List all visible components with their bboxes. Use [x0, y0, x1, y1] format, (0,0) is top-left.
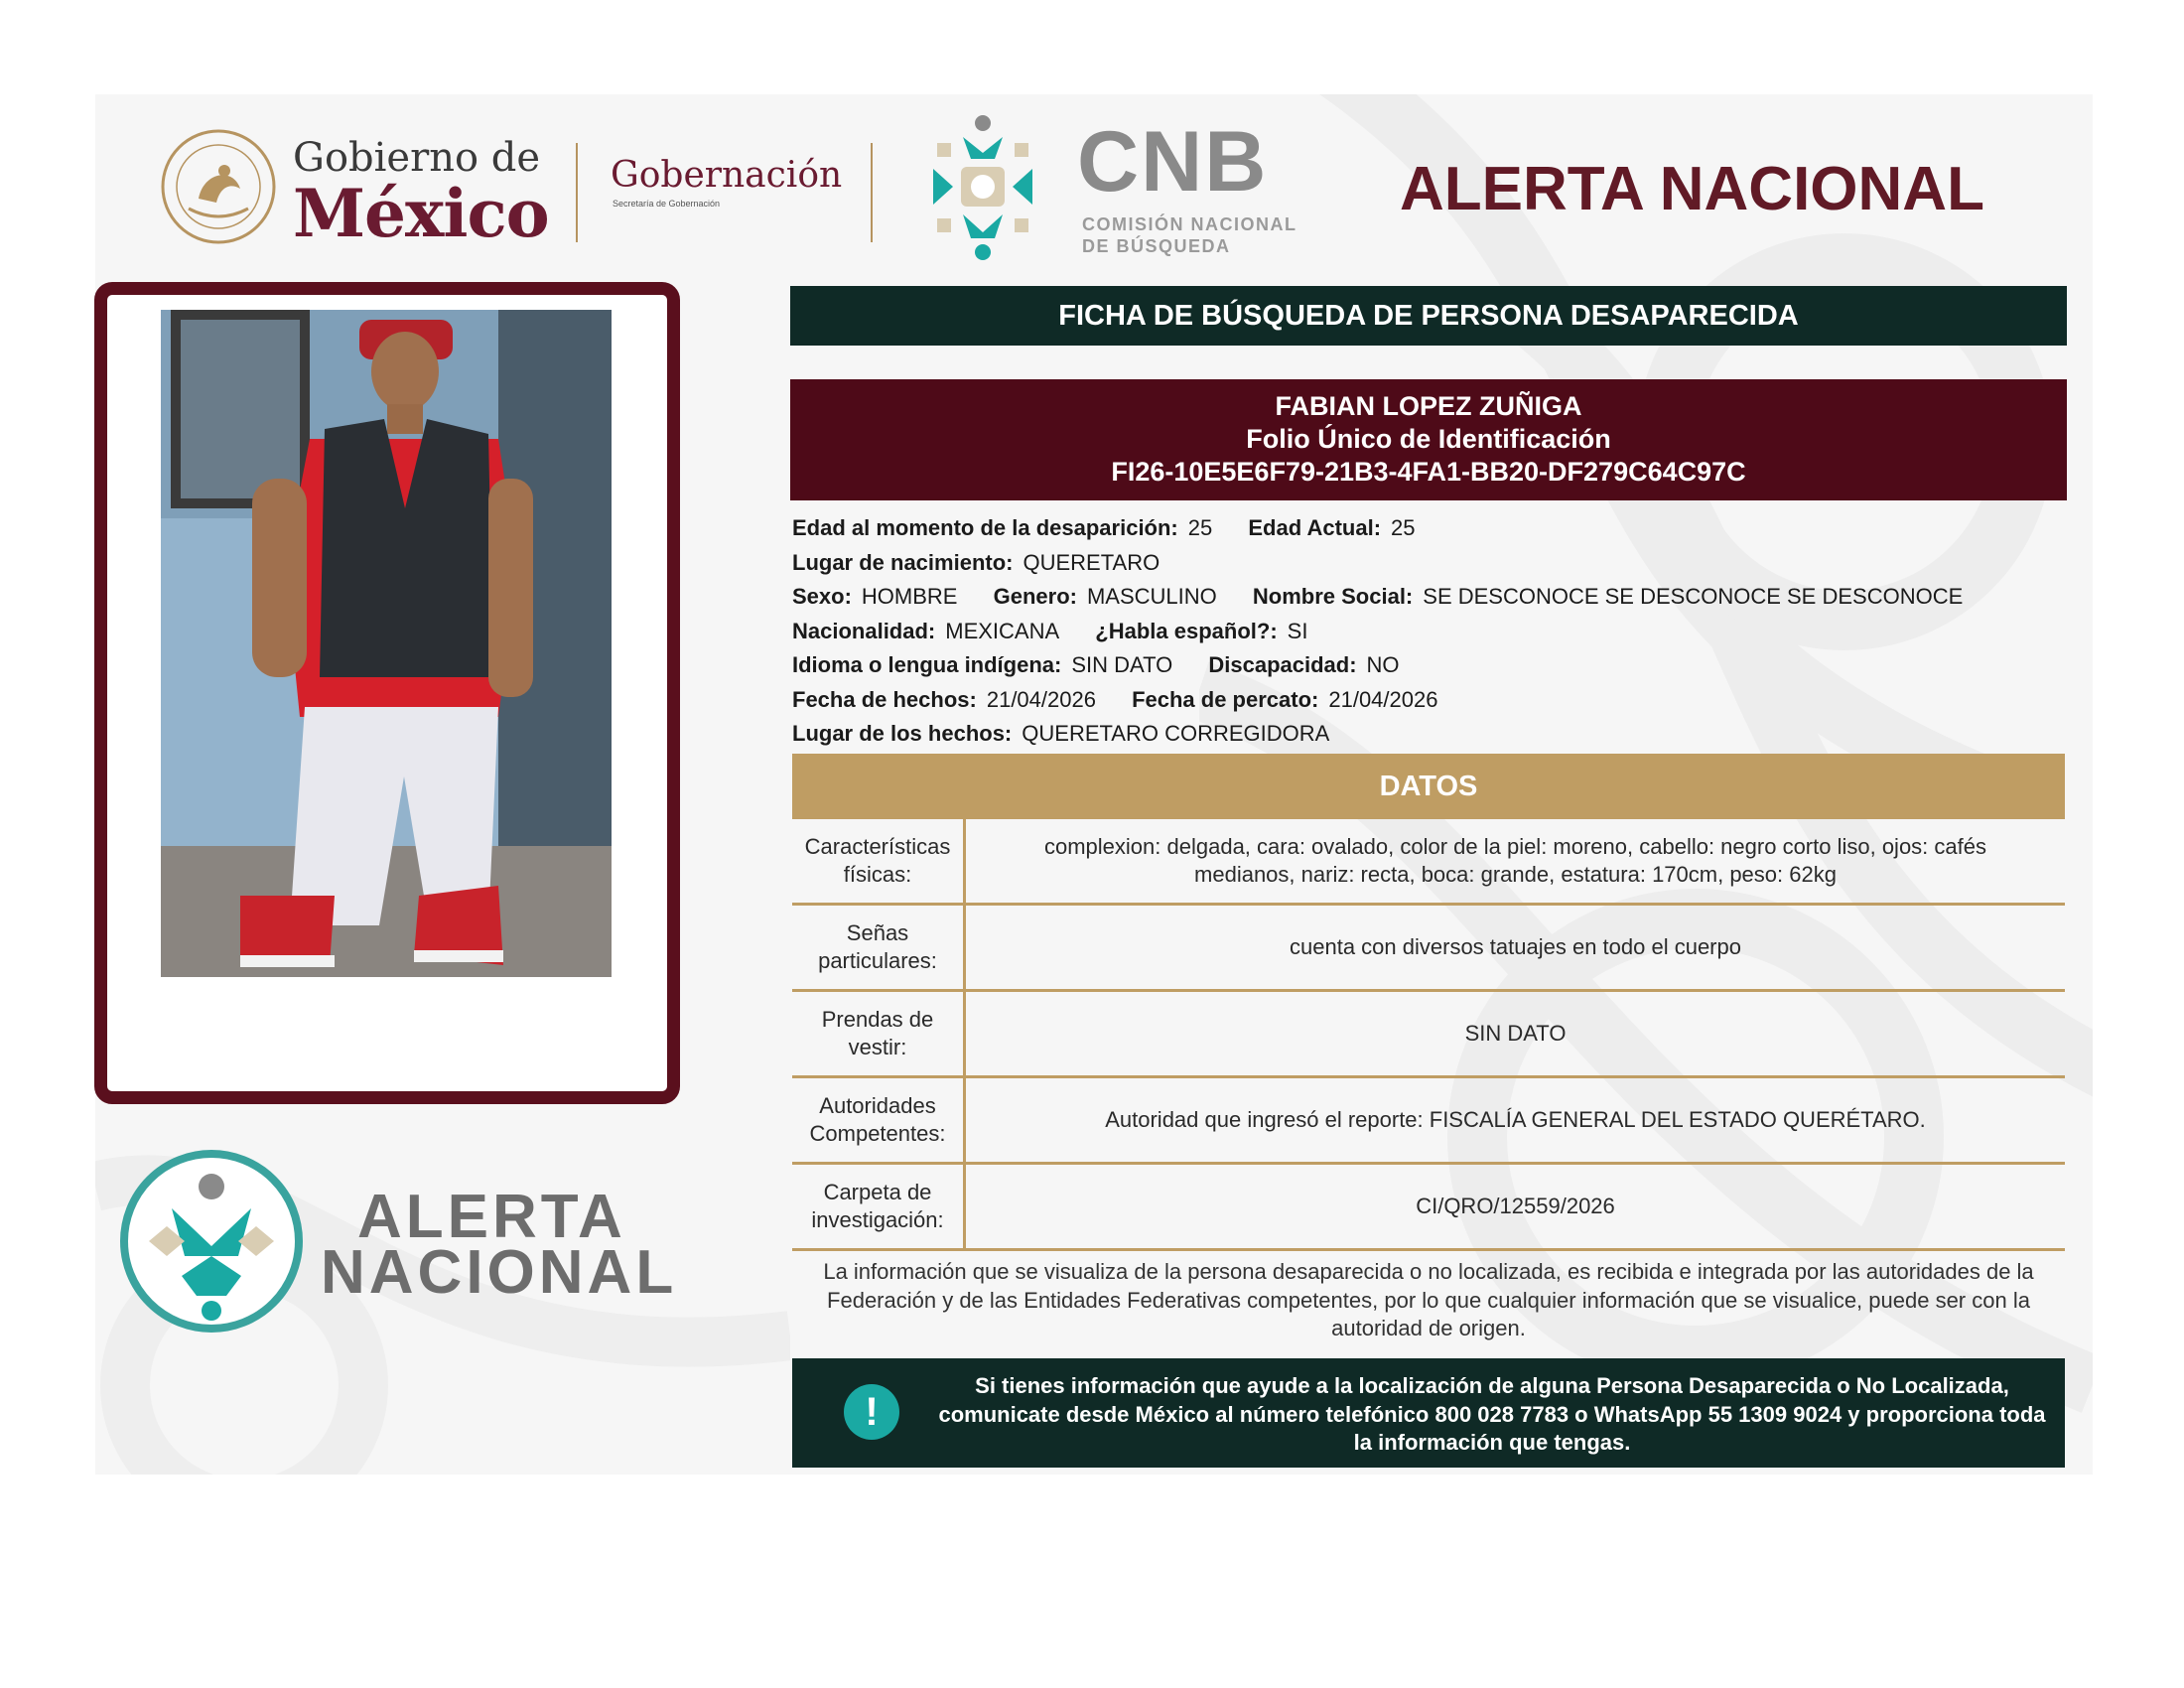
lugar-nacimiento-label: Lugar de nacimiento:	[792, 549, 1014, 575]
info-row	[792, 546, 2073, 581]
senas-value: cuenta con diversos tatuajes en todo el cuerpo	[965, 905, 2066, 991]
lugar-hechos-value: QUERETARO CORREGIDORA	[1022, 721, 1330, 746]
alerta-nacional-title: ALERTA NACIONAL	[1400, 155, 1984, 223]
contact-info-bar	[792, 1358, 2065, 1468]
senas-label: Señas particulares:	[792, 905, 965, 991]
discapacidad-value: NO	[1366, 652, 1400, 677]
ficha-title-bar	[790, 286, 2067, 346]
genero-label: Genero:	[993, 584, 1077, 609]
header-divider	[576, 143, 578, 242]
habla-espanol-value: SI	[1287, 618, 1308, 643]
prendas-value: SIN DATO	[965, 991, 2066, 1077]
nacional-logo-text: NACIONAL	[321, 1238, 678, 1307]
gobernacion-text: Gobernación	[611, 155, 843, 196]
nacionalidad-label: Nacionalidad:	[792, 618, 936, 643]
info-row	[792, 683, 2073, 718]
info-row	[792, 717, 2073, 752]
nombre-social-label: Nombre Social:	[1252, 584, 1414, 609]
fecha-hechos-value: 21/04/2026	[986, 686, 1096, 712]
autoridades-value: Autoridad que ingresó el reporte: FISCALÍA GENERAL DEL ESTADO QUERÉTARO.	[965, 1077, 2066, 1164]
cnb-logo-icon	[903, 107, 1062, 266]
gobierno-de-text: Gobierno de	[293, 135, 541, 181]
cnb-subtitle-line1: COMISIÓN NACIONAL	[1082, 214, 1297, 234]
alerta-nacional-logo-icon	[117, 1147, 306, 1336]
carpeta-label: Carpeta de investigación:	[792, 1164, 965, 1250]
info-row	[792, 648, 2073, 683]
table-row	[792, 819, 2065, 905]
cnb-subtitle-line2: DE BÚSQUEDA	[1082, 236, 1231, 256]
folio-value: FI26-10E5E6F79-21B3-4FA1-BB20-DF279C64C97C	[1111, 457, 1746, 487]
mexico-seal-icon	[159, 127, 278, 246]
datos-header	[792, 754, 2065, 819]
table-row	[792, 1164, 2065, 1250]
datos-table	[792, 819, 2065, 1251]
person-name-bar	[790, 379, 2067, 500]
disclaimer-text: La información que se visualiza de la persona desaparecida o no localizada, es recibida e integrada por las autoridades de la Federación y de las Entidades Federativas competentes, por lo que cualquier información que se visualice, puede ser con la autoridad de origen.	[823, 1259, 2034, 1340]
prendas-label: Prendas de vestir:	[792, 991, 965, 1077]
genero-value: MASCULINO	[1086, 584, 1217, 609]
idioma-label: Idioma o lengua indígena:	[792, 652, 1062, 677]
contact-info-text: Si tienes información que ayude a la localización de alguna Persona Desaparecida o No Localizada, comunicate desde México al número telefónico 800 028 7783 o WhatsApp 55 1309 9024 y proporciona toda la información que tengas.	[938, 1373, 2046, 1455]
nacionalidad-value: MEXICANA	[945, 618, 1060, 643]
edad-desaparicion-value: 25	[1187, 515, 1213, 540]
info-row	[792, 615, 2073, 649]
folio-label: Folio Único de Identificación	[1246, 424, 1611, 454]
info-row	[792, 580, 2073, 615]
autoridades-label: Autoridades Competentes:	[792, 1077, 965, 1164]
person-info	[792, 511, 2073, 752]
table-row	[792, 991, 2065, 1077]
header-divider-2	[871, 143, 873, 242]
fecha-percato-label: Fecha de percato:	[1132, 686, 1319, 712]
edad-desaparicion-label: Edad al momento de la desaparición:	[792, 515, 1178, 540]
person-photo	[161, 310, 612, 977]
edad-actual-label: Edad Actual:	[1248, 515, 1382, 540]
table-row	[792, 1077, 2065, 1164]
sexo-value: HOMBRE	[861, 584, 958, 609]
caracteristicas-label: Características físicas:	[792, 819, 965, 905]
edad-actual-value: 25	[1391, 515, 1416, 540]
lugar-nacimiento-value: QUERETARO	[1023, 549, 1160, 575]
habla-espanol-label: ¿Habla español?:	[1095, 618, 1278, 643]
caracteristicas-value: complexion: delgada, cara: ovalado, color de la piel: moreno, cabello: negro corto liso, ojos: cafés medianos, nariz: recta, boca: grande, estatura: 170cm, peso: 62kg	[965, 819, 2066, 905]
discapacidad-label: Discapacidad:	[1208, 652, 1357, 677]
sexo-label: Sexo:	[792, 584, 852, 609]
datos-title: DATOS	[1379, 770, 1478, 802]
lugar-hechos-label: Lugar de los hechos:	[792, 721, 1013, 746]
person-name: FABIAN LOPEZ ZUÑIGA	[1275, 391, 1582, 421]
idioma-value: SIN DATO	[1071, 652, 1173, 677]
carpeta-value: CI/QRO/12559/2026	[965, 1164, 2066, 1250]
alerta-logo-text: ALERTA	[357, 1183, 626, 1251]
gobernacion-subtitle: Secretaría de Gobernación	[613, 199, 721, 209]
ficha-title: FICHA DE BÚSQUEDA DE PERSONA DESAPARECIDA	[1058, 299, 1799, 332]
cnb-text: CNB	[1077, 114, 1269, 210]
exclamation-icon: !	[844, 1384, 899, 1440]
info-row	[792, 511, 2073, 546]
table-row	[792, 905, 2065, 991]
fecha-percato-value: 21/04/2026	[1328, 686, 1438, 712]
nombre-social-value: SE DESCONOCE SE DESCONOCE SE DESCONOCE	[1423, 584, 1964, 609]
fecha-hechos-label: Fecha de hechos:	[792, 686, 977, 712]
mexico-text: México	[293, 175, 549, 252]
